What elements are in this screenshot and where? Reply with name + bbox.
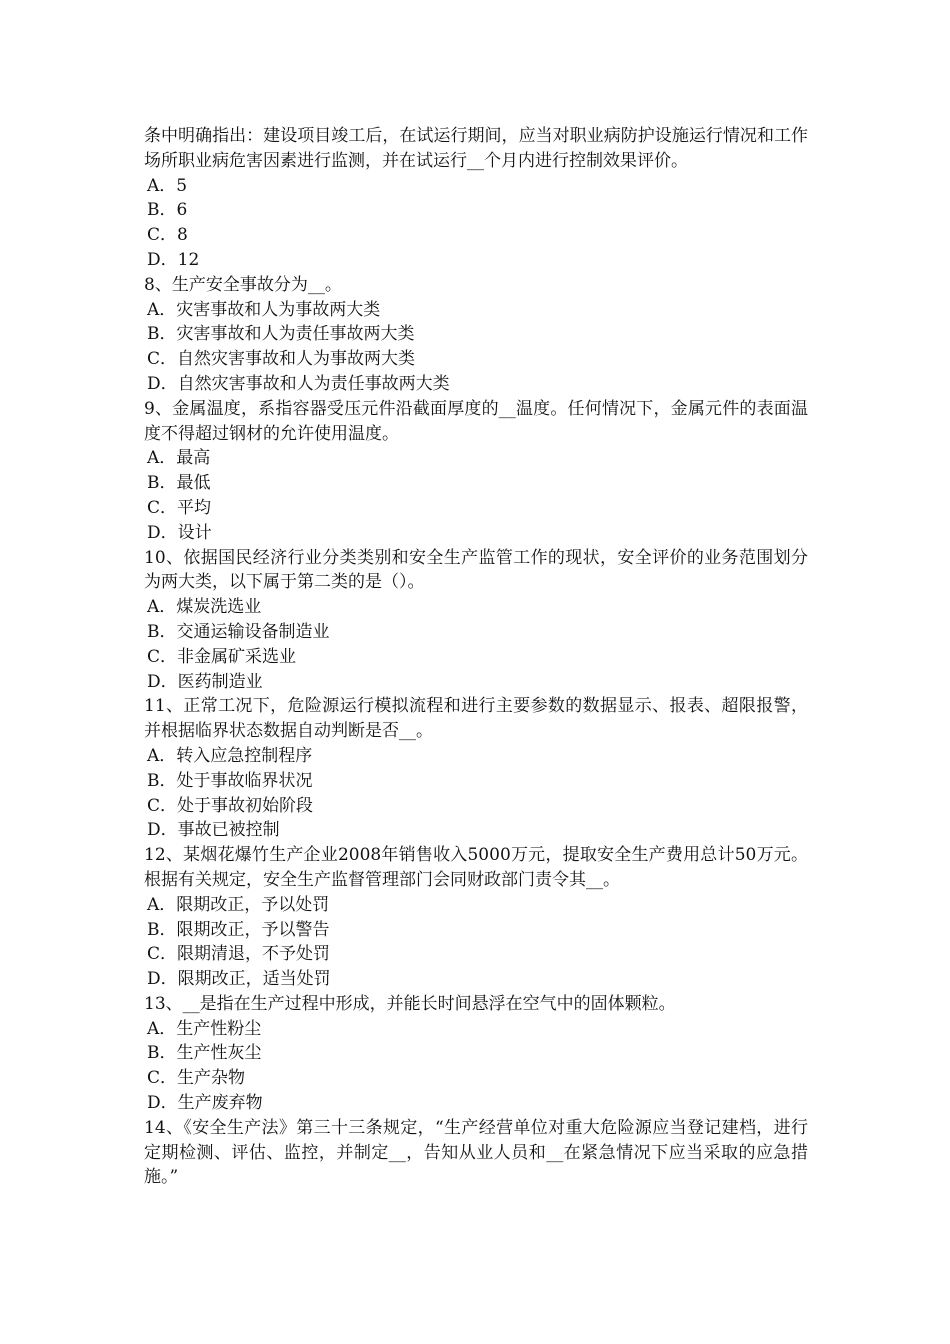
- answer-option: B．处于事故临界状况: [147, 770, 313, 791]
- answer-option: B．交通运输设备制造业: [147, 621, 330, 642]
- answer-option: B．灾害事故和人为责任事故两大类: [147, 324, 415, 345]
- question-text: 12、某烟花爆竹生产企业2008年销售收入5000万元，提取安全生产费用总计50万元。根据有关规定，安全生产监督管理部门会同财政部门责令其__。: [144, 845, 808, 890]
- answer-option: C．平均: [147, 497, 212, 518]
- answer-option: D．自然灾害事故和人为责任事故两大类: [147, 373, 450, 394]
- question-text: 8、生产安全事故分为__。: [144, 274, 342, 295]
- answer-option: C．非金属矿采选业: [147, 646, 297, 667]
- answer-option: D．医药制造业: [147, 671, 263, 692]
- answer-option: D．12: [147, 249, 200, 270]
- answer-option: C．限期清退，不予处罚: [147, 944, 331, 965]
- answer-option: C．生产杂物: [147, 1068, 246, 1089]
- answer-option: D．事故已被控制: [147, 820, 280, 841]
- question-text: 条中明确指出：建设项目竣工后，在试运行期间，应当对职业病防护设施运行情况和工作场所职业病危害因素进行监测，并在试运行__个月内进行控制效果评价。: [144, 126, 808, 171]
- answer-option: D．设计: [147, 522, 212, 543]
- answer-option: A．生产性粉尘: [147, 1018, 262, 1039]
- answer-option: A．限期改正，予以处罚: [147, 894, 330, 915]
- question-text: 9、金属温度，系指容器受压元件沿截面厚度的__温度。任何情况下，金属元件的表面温度不得超过钢材的允许使用温度。: [144, 398, 808, 444]
- answer-option: B．6: [147, 200, 188, 221]
- answer-option: C．自然灾害事故和人为事故两大类: [147, 349, 416, 370]
- answer-option: D．限期改正，适当处罚: [147, 969, 331, 990]
- question-text: 13、__是指在生产过程中形成，并能长时间悬浮在空气中的固体颗粒。: [144, 993, 676, 1014]
- document-page: [144, 124, 808, 1190]
- answer-option: B．最低: [147, 473, 211, 494]
- answer-option: B．限期改正，予以警告: [147, 919, 330, 940]
- answer-option: A．转入应急控制程序: [147, 745, 313, 766]
- answer-option: D．生产废弃物: [147, 1093, 263, 1114]
- answer-option: A．煤炭洗选业: [147, 597, 262, 618]
- question-text: 10、依据国民经济行业分类类别和安全生产监管工作的现状，安全评价的业务范围划分为两大类，以下属于第二类的是（）。: [144, 547, 808, 593]
- answer-option: A．灾害事故和人为事故两大类: [147, 299, 381, 320]
- answer-option: C．处于事故初始阶段: [147, 795, 314, 816]
- question-text: 11、正常工况下，危险源运行模拟流程和进行主要参数的数据显示、报表、超限报警，并根据临界状态数据自动判断是否__。: [144, 696, 808, 742]
- answer-option: A．最高: [147, 448, 211, 469]
- question-text: 14、《安全生产法》第三十三条规定，“生产经营单位对重大危险源应当登记建档，进行定期检测、评估、监控，并制定__，告知从业人员和__在紧急情况下应当采取的应急措施。”: [144, 1117, 808, 1188]
- answer-option: C．8: [147, 225, 188, 246]
- answer-option: A．5: [147, 175, 188, 196]
- answer-option: B．生产性灰尘: [147, 1043, 262, 1064]
